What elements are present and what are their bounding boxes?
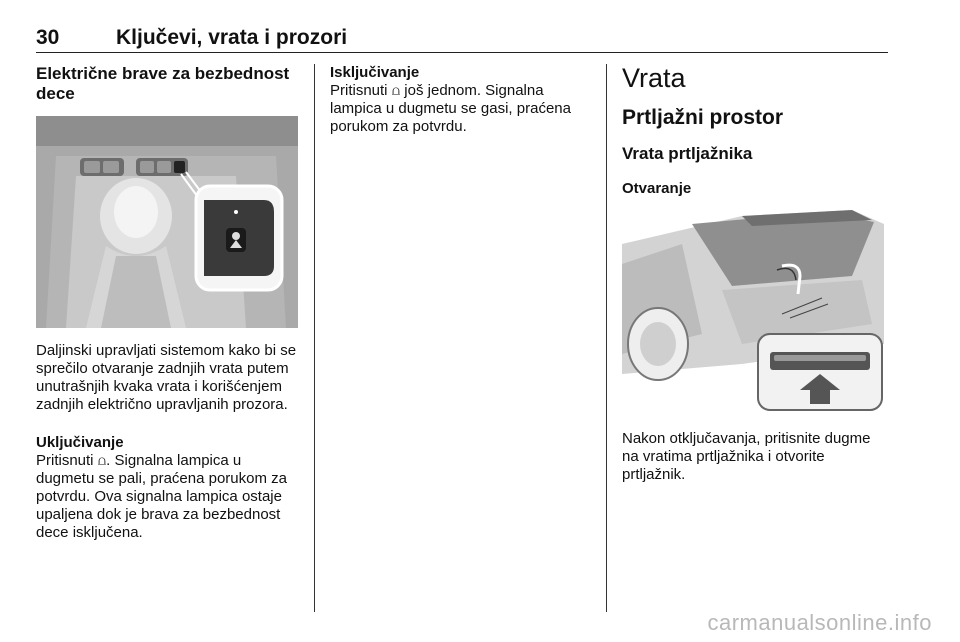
section-heading-child-locks: Električne brave za bezbednost dece xyxy=(36,64,290,103)
subsection-title-tailgate: Vrata prtljažnika xyxy=(622,144,753,163)
right-column-body xyxy=(622,430,888,484)
left-column-body xyxy=(36,342,300,542)
section-title-doors: Vrata xyxy=(622,63,686,93)
child-lock-icon: ⩍ xyxy=(97,453,107,468)
tailgate-illustration xyxy=(622,204,886,412)
column-divider xyxy=(314,64,315,612)
switch-off-text: Pritisnuti ⩍ još jednom. Signalna lampica u dugmetu se gasi, praćena porukom za potvrdu. xyxy=(330,82,571,135)
page-header xyxy=(36,26,888,53)
middle-column xyxy=(330,64,592,136)
column-divider xyxy=(606,64,607,612)
child-lock-icon: ⩍ xyxy=(391,83,401,98)
switch-on-heading: Uključivanje xyxy=(36,434,124,451)
page-number: 30 xyxy=(36,26,60,49)
switch-off-heading: Isključivanje xyxy=(330,64,420,81)
subsection-title-load-compartment: Prtljažni prostor xyxy=(622,106,784,129)
child-lock-description: Daljinski upravljati sistemom kako bi se sprečilo otvaranje zadnjih vrata putem unutrašnjih kvaka vrata i korišćenjem zadnjih električno upravljanih prozora. xyxy=(36,342,297,413)
switch-on-text: Pritisnuti ⩍. Signalna lampica u dugmetu se pali, praćena porukom za potvrdu. Ova signalna lampica ostaje upaljena dok je brava za bezbednost dece isključena. xyxy=(36,452,287,541)
chapter-title: Ključevi, vrata i prozori xyxy=(116,26,348,49)
child-lock-console-illustration xyxy=(36,116,298,328)
opening-instructions: Nakon otključavanja, pritisnite dugme na vratima prtljažnika i otvorite prtljažnik. xyxy=(622,430,871,483)
watermark-text: carmanualsonline.info xyxy=(707,610,932,635)
opening-heading: Otvaranje xyxy=(622,180,692,197)
left-column xyxy=(36,64,300,104)
